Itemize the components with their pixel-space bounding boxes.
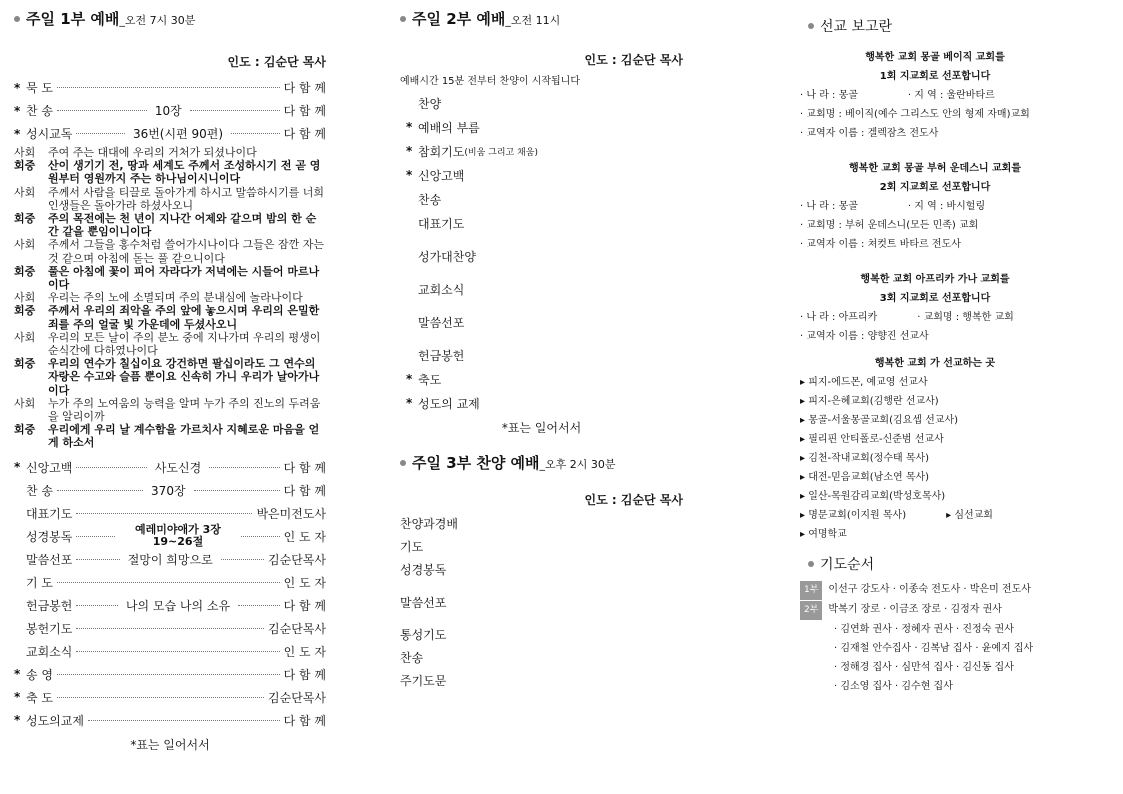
order-person: 다 함 께 <box>283 81 326 95</box>
reading-text: 우리의 연수가 칠십이요 강건하면 팔십이라도 그 연수의 자랑은 수고와 슬픔 뿐이요 신속히 가니 우리가 날아가나이다 <box>48 357 320 397</box>
order-row <box>400 235 683 277</box>
prayer-line: · 정해경 집사 · 심만석 집사 · 김신동 집사 <box>834 662 1014 673</box>
bullet-dot-icon <box>14 16 20 22</box>
leader-dots <box>221 559 264 560</box>
order-row <box>400 301 683 343</box>
reading-speaker: 사회 <box>14 396 36 410</box>
order-person: 다 함 께 <box>283 667 326 682</box>
order-label-wrap <box>406 347 464 364</box>
block-proclaim: 1회 지교회로 선포합니다 <box>879 71 991 82</box>
order-person: 다 함 께 <box>283 483 326 498</box>
order-label: 성도의 교제 <box>418 396 480 411</box>
reading-speaker: 회중 <box>14 212 36 226</box>
order-label: 헌금봉헌 <box>26 598 73 613</box>
service-1-title: 주일 1부 예배_오전 7시 30분 <box>14 8 326 29</box>
reading-text: 주께서 사람을 티끌로 돌아가게 하시고 말씀하시기를 너희 인생들은 돌아가라 하셨사오니 <box>48 185 325 212</box>
order-label-wrap <box>406 95 441 112</box>
reading-speaker: 회중 <box>14 264 36 278</box>
info-church: · 교회명 : 행복한 교회 <box>917 312 1014 323</box>
order-row <box>14 617 326 640</box>
reading-text: 주께서 우리의 죄악을 주의 앞에 놓으시며 우리의 은밀한 죄를 주의 얼굴 빛 가운데에 두셨사오니 <box>48 304 320 331</box>
order-content: 사도신경 <box>154 460 202 475</box>
prayer-line: · 김재철 안수집사 · 김복남 집사 · 윤예지 집사 <box>834 643 1034 654</box>
order-label: 신앙고백 <box>418 168 465 183</box>
stand-mark: * <box>14 80 21 95</box>
order-row <box>14 502 326 525</box>
reading-line <box>14 331 326 357</box>
stand-mark: * <box>14 460 21 475</box>
stand-mark: * <box>14 667 21 682</box>
order-label-wrap <box>406 167 464 184</box>
service-3-leader: 인도 : 김순단 목사 <box>584 493 683 507</box>
leader-dots <box>76 133 125 134</box>
reading-text: 주의 목전에는 천 년이 지나간 어제와 같으며 밤의 한 순간 같을 뿐임이니이다 <box>48 212 317 239</box>
stand-mark: * <box>14 690 21 705</box>
bullet-dot-icon <box>400 460 406 466</box>
reading-speaker: 회중 <box>14 304 36 318</box>
order-row <box>400 623 683 646</box>
column-mission <box>800 0 1070 696</box>
support-list <box>800 373 1070 544</box>
leader-dots <box>57 674 280 675</box>
order-content: 예레미야애가 3장 19~26절 <box>135 523 221 549</box>
service-3-title: 주일 3부 찬양 예배_오후 2시 30분 <box>400 452 683 473</box>
reading-line <box>14 159 326 185</box>
column-service-2-3 <box>400 0 683 692</box>
support-item: ▸ 일산-목원감리교회(박성호목사) <box>800 491 946 502</box>
reading-text: 산이 생기기 전, 땅과 세계도 주께서 조성하시기 전 곧 영원부터 영원까지 주는 하나님이시니이다 <box>48 159 321 186</box>
reading-line <box>14 397 326 423</box>
reading-line <box>14 304 326 330</box>
leader-dots <box>76 513 252 514</box>
service-2-title: 주일 2부 예배_오전 11시 <box>400 8 683 29</box>
mission-block <box>800 48 1070 143</box>
column-service-1 <box>14 0 326 753</box>
leader-dots <box>76 536 115 537</box>
reading-speaker: 회중 <box>14 159 36 173</box>
support-item: ▸ 대전-믿음교회(남소연 목사) <box>800 472 930 483</box>
leader-dots <box>209 467 279 468</box>
order-label: 통성기도 <box>400 628 447 642</box>
stand-mark: * <box>406 372 413 386</box>
mission-title: 선교 보고란 <box>800 16 1070 36</box>
prayer-line: · 김소영 집사 · 김수현 집사 <box>834 681 953 692</box>
order-label: 묵 도 <box>26 81 53 95</box>
support-item: ▸ 여명학교 <box>800 529 847 540</box>
reading-line <box>14 186 326 212</box>
block-heading: 행복한 교회 몽골 부허 운데스니 교회를 <box>849 163 1021 174</box>
order-row <box>400 211 683 235</box>
leader-dots <box>238 605 280 606</box>
order-label: 기 도 <box>26 575 53 590</box>
order-label: 말씀선포 <box>26 552 73 567</box>
order-label-wrap <box>406 191 441 208</box>
service-2-leader: 인도 : 김순단 목사 <box>584 53 683 67</box>
badge-2bu: 2부 <box>800 601 822 620</box>
order-label: 교회소식 <box>26 644 73 659</box>
reading-speaker: 사회 <box>14 330 36 344</box>
reading-line <box>14 357 326 397</box>
order-label: 찬 송 <box>26 104 53 118</box>
leader-dots <box>76 651 279 652</box>
order-row <box>14 594 326 617</box>
order-label-wrap <box>406 215 464 232</box>
reading-text: 누가 주의 노여움의 능력을 알며 누가 주의 진노의 두려움을 알리이까 <box>48 396 321 424</box>
stand-note: *표는 일어서서 <box>130 737 210 752</box>
service-2-intro: 예배시간 15분 전부터 찬양이 시작됩니다 <box>400 76 580 87</box>
block-heading: 행복한 교회 아프리카 가나 교회를 <box>860 274 1010 285</box>
stand-note: *표는 일어서서 <box>501 421 582 435</box>
order-person: 인 도 자 <box>283 575 326 590</box>
order-note: (비움 그리고 채움) <box>464 147 538 158</box>
block-heading: 행복한 교회 몽골 베이직 교회를 <box>865 52 1005 63</box>
leader-dots <box>57 110 147 111</box>
info-row: · 교회명 : 베이직(예수 그리스도 안의 형제 자매)교회 <box>800 109 1030 120</box>
service-1-order-bottom <box>14 456 326 732</box>
order-label: 기도 <box>400 540 424 554</box>
support-item-2: ▸ 심선교회 <box>946 510 993 521</box>
order-person: 김순단목사 <box>268 690 326 705</box>
support-item: ▸ 명문교회(이지원 목사) ▸ 심선교회 <box>800 510 993 521</box>
info-row: · 교역자 이름 : 양향진 선교사 <box>800 331 929 342</box>
order-row <box>400 139 683 163</box>
block-proclaim: 2회 지교회로 선포합니다 <box>879 182 991 193</box>
order-person: 다 함 께 <box>283 598 326 613</box>
info-row <box>800 308 1070 327</box>
order-label: 성경봉독 <box>26 529 73 544</box>
prayer-more <box>800 620 1070 696</box>
prayer-row-1: 1부 이선구 강도사 · 이종숙 전도사 · 박은미 전도사 <box>800 580 1070 600</box>
order-row <box>14 640 326 663</box>
order-row <box>14 99 326 122</box>
mission-block <box>800 270 1070 346</box>
stand-mark: * <box>406 168 413 182</box>
order-person: 다 함 께 <box>283 127 326 141</box>
order-content: 10장 <box>154 104 182 118</box>
order-label: 찬 송 <box>26 483 53 498</box>
info-country: · 나 라 : 몽골 <box>800 201 858 212</box>
order-row <box>400 343 683 367</box>
reading-line <box>14 238 326 264</box>
mission-blocks <box>800 48 1070 346</box>
info-row: · 교회명 : 부허 운데스니(모든 민족) 교회 <box>800 220 979 231</box>
reading-speaker: 사회 <box>14 291 36 305</box>
order-row <box>400 581 683 623</box>
responsive-reading <box>14 146 326 450</box>
order-label-wrap <box>406 248 476 265</box>
order-person: 김순단목사 <box>268 552 326 567</box>
reading-line <box>14 265 326 291</box>
support-title: 행복한 교회 가 선교하는 곳 <box>874 358 996 369</box>
leader-dots <box>88 720 280 721</box>
order-label: 성시교독 <box>26 127 73 141</box>
order-label: 말씀선포 <box>418 315 465 330</box>
leader-dots <box>76 628 264 629</box>
order-row <box>400 558 683 581</box>
order-row <box>400 187 683 211</box>
support-item: ▸ 피지-에드몬, 예교영 선교사 <box>800 377 928 388</box>
order-row <box>400 115 683 139</box>
order-label: 말씀선포 <box>400 595 447 610</box>
reading-line <box>14 423 326 449</box>
order-content: 절망이 희망으로 <box>127 552 213 567</box>
reading-text: 주여 주는 대대에 우리의 거처가 되셨나이다 <box>48 146 257 159</box>
order-label: 참회기도 <box>418 144 465 159</box>
order-person: 인 도 자 <box>283 529 326 544</box>
order-label: 성경봉독 <box>400 563 447 577</box>
order-person: 박은미전도사 <box>256 506 326 521</box>
order-label: 봉헌기도 <box>26 621 73 636</box>
order-label: 찬송 <box>418 192 442 207</box>
bullet-dot-icon <box>400 16 406 22</box>
order-label: 헌금봉헌 <box>418 348 465 363</box>
support-item: ▸ 몽골-서울몽골교회(김요셉 선교사) <box>800 415 959 426</box>
reading-text: 우리의 모든 날이 주의 분노 중에 지나가며 우리의 평생이 순식간에 다하였나이다 <box>48 330 321 358</box>
order-label: 대표기도 <box>418 216 465 231</box>
service-1-leader: 인도 : 김순단 목사 <box>227 55 326 69</box>
service-3-order <box>400 512 683 692</box>
bullet-dot-icon <box>808 23 814 29</box>
order-label: 예배의 부름 <box>418 120 480 135</box>
leader-dots <box>76 605 118 606</box>
stand-mark: * <box>406 120 413 134</box>
order-row <box>400 646 683 669</box>
order-label: 성도의교제 <box>26 713 84 728</box>
leader-dots <box>231 133 280 134</box>
order-row <box>14 686 326 709</box>
reading-text: 주께서 그들을 홍수처럼 쓸어가시나이다 그들은 잠깐 자는 것 같으며 아침에 돋는 풀 같으니이다 <box>48 238 325 265</box>
order-person: 다 함 께 <box>283 460 326 475</box>
reading-line <box>14 212 326 238</box>
leader-dots <box>76 467 146 468</box>
order-row <box>400 163 683 187</box>
leader-dots <box>57 697 264 698</box>
support-item: ▸ 피지-은혜교회(김행란 선교사) <box>800 396 939 407</box>
order-label-wrap <box>406 281 464 298</box>
order-label: 찬양과경배 <box>400 517 458 531</box>
reading-text: 우리에게 우리 날 계수함을 가르치사 지혜로운 마음을 얻게 하소서 <box>48 423 320 450</box>
reading-line <box>14 146 326 159</box>
order-row <box>400 277 683 301</box>
order-label-wrap <box>406 371 441 388</box>
order-label: 주기도문 <box>400 674 447 688</box>
info-region: · 지 역 : 바시헐링 <box>907 201 986 212</box>
order-row <box>14 122 326 145</box>
order-label-wrap <box>406 395 480 412</box>
order-label-wrap <box>406 314 464 331</box>
leader-dots <box>57 582 280 583</box>
prayer-row-2: 2부 박복기 장로 · 이금조 장로 · 김정자 권사 <box>800 600 1070 620</box>
prayer-list <box>800 580 1070 696</box>
order-label-wrap <box>406 119 480 136</box>
leader-dots <box>241 536 280 537</box>
info-row: · 교역자 이름 : 쳐컷트 바타르 전도사 <box>800 239 961 250</box>
order-label: 찬송 <box>400 651 424 665</box>
support-section <box>800 354 1070 544</box>
block-proclaim: 3회 지교회로 선포합니다 <box>879 293 991 304</box>
order-row <box>400 535 683 558</box>
reading-speaker: 회중 <box>14 423 36 437</box>
badge-1bu: 1부 <box>800 581 822 600</box>
order-content: 370장 <box>151 483 186 498</box>
order-row <box>14 479 326 502</box>
leader-dots <box>76 559 119 560</box>
order-label: 송 영 <box>26 667 53 682</box>
order-row <box>14 548 326 571</box>
order-row <box>14 663 326 686</box>
mission-block <box>800 159 1070 254</box>
order-person: 인 도 자 <box>283 644 326 659</box>
order-label: 성가대찬양 <box>418 249 476 264</box>
order-content: 36번(시편 90편) <box>132 127 224 141</box>
order-row <box>14 525 326 548</box>
order-row <box>14 456 326 479</box>
order-label: 축 도 <box>26 690 53 705</box>
reading-speaker: 사회 <box>14 146 36 159</box>
stand-mark: * <box>14 126 21 141</box>
order-content: 나의 모습 나의 소유 <box>125 598 231 613</box>
order-label: 축도 <box>418 372 442 387</box>
info-row <box>800 197 1070 216</box>
prayer-line: · 김연화 권사 · 정혜자 권사 · 진정숙 권사 <box>834 624 1014 635</box>
info-region: · 지 역 : 울란바타르 <box>907 90 995 101</box>
order-person: 다 함 께 <box>283 713 326 728</box>
leader-dots <box>190 110 280 111</box>
reading-speaker: 사회 <box>14 185 36 199</box>
order-person: 김순단목사 <box>268 621 326 636</box>
order-row <box>14 709 326 732</box>
support-item: ▸ 김천-작내교회(정수태 목사) <box>800 453 930 464</box>
reading-line <box>14 291 326 304</box>
order-row <box>400 391 683 415</box>
order-label: 대표기도 <box>26 506 73 521</box>
leader-dots <box>57 87 280 88</box>
order-label-wrap <box>406 143 538 160</box>
stand-mark: * <box>14 103 21 118</box>
bullet-dot-icon <box>808 561 814 567</box>
info-country: · 나 라 : 몽골 <box>800 90 858 101</box>
order-row <box>400 669 683 692</box>
support-item: ▸ 필리핀 안티폴로-신준범 선교사 <box>800 434 944 445</box>
order-label: 찬양 <box>418 96 442 111</box>
order-row <box>14 571 326 594</box>
order-row <box>400 91 683 115</box>
order-row <box>14 76 326 99</box>
stand-mark: * <box>14 713 21 728</box>
info-row: · 교역자 이름 : 겔렉잠츠 전도사 <box>800 128 939 139</box>
stand-mark: * <box>406 396 413 410</box>
order-person: 다 함 께 <box>283 104 326 118</box>
reading-speaker: 사회 <box>14 238 36 252</box>
reading-speaker: 회중 <box>14 357 36 371</box>
prayer-title: 기도순서 <box>800 554 1070 574</box>
leader-dots <box>57 490 143 491</box>
stand-mark: * <box>406 144 413 158</box>
reading-text: 우리는 주의 노에 소멸되며 주의 분내심에 놀라나이다 <box>48 291 303 305</box>
info-row <box>800 86 1070 105</box>
reading-text: 풀은 아침에 꽃이 피어 자라다가 저녁에는 시들어 마르나이다 <box>48 264 320 292</box>
order-row <box>400 512 683 535</box>
order-row <box>400 367 683 391</box>
order-label: 교회소식 <box>418 282 465 297</box>
info-country: · 나 라 : 아프리카 <box>800 312 878 323</box>
service-2-order <box>400 91 683 415</box>
service-1-order-top <box>14 76 326 145</box>
leader-dots <box>194 490 280 491</box>
order-label: 신앙고백 <box>26 460 73 475</box>
